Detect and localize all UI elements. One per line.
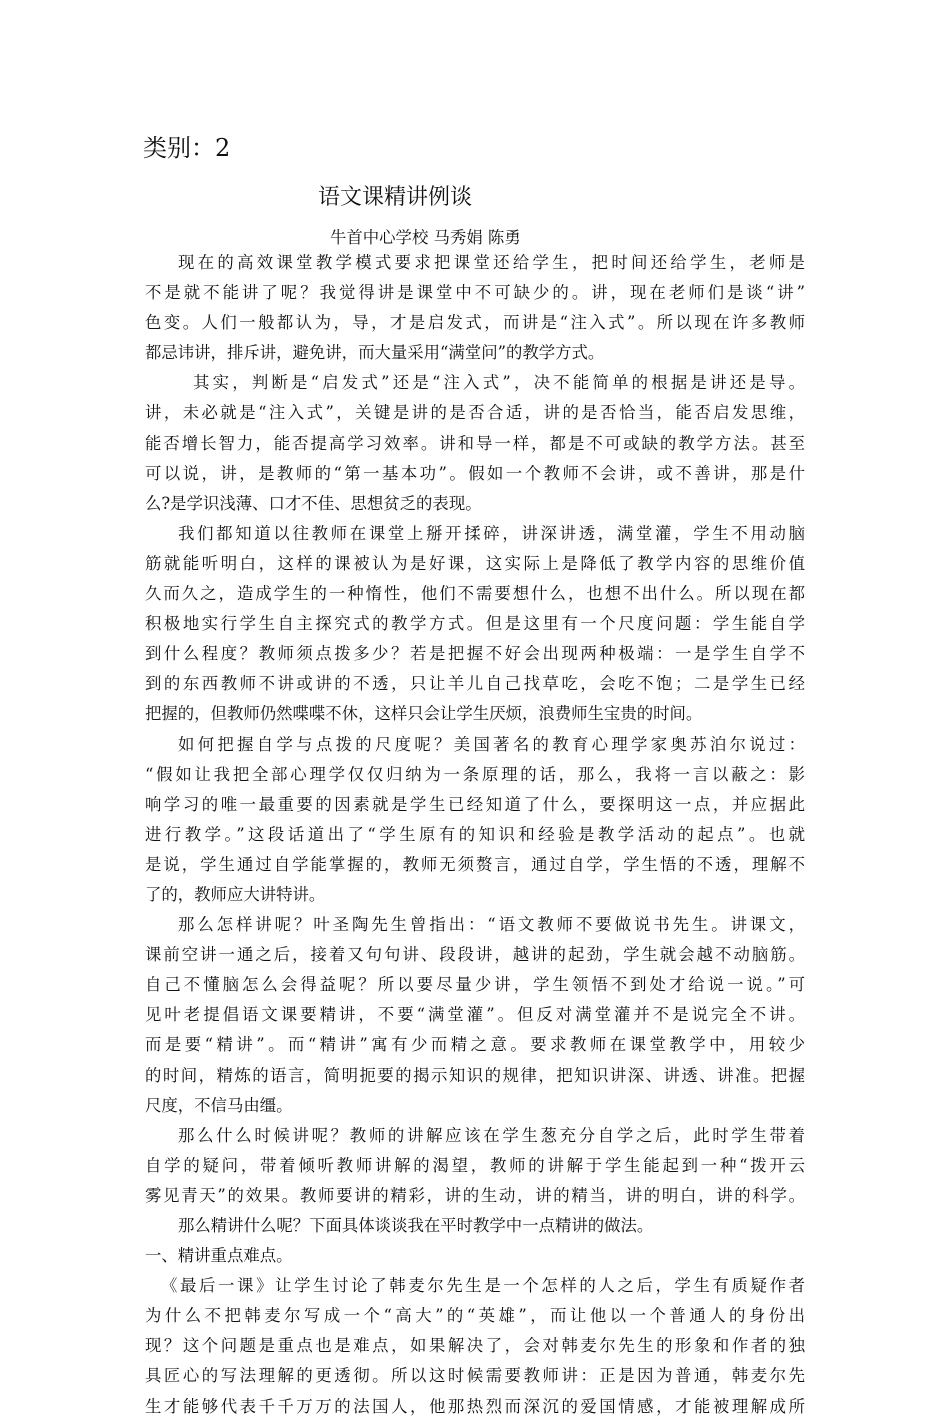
text-line: 不是就不能讲了呢？我觉得讲是课堂中不可缺少的。讲，现在老师们是谈“讲” <box>145 283 805 303</box>
text-line: 如何把握自学与点拨的尺度呢？美国著名的教育心理学家奥苏泊尔说过： <box>178 734 805 754</box>
text-line: 见叶老提倡语文课要精讲，不要“满堂灌”。但反对满堂灌并不是说完全不讲。 <box>145 1005 805 1025</box>
text-line: 现？这个问题是重点也是难点，如果解决了，会对韩麦尔先生的形象和作者的独 <box>145 1336 805 1356</box>
text-line: 自己不懂脑怎么会得益呢？所以要尽量少讲，学生领悟不到处才给说一说。”可 <box>145 975 805 995</box>
document-title: 语文课精讲例谈 <box>318 185 473 210</box>
text-line: 能否增长智力，能否提高学习效率。讲和导一样，都是不可或缺的教学方法。甚至 <box>145 433 805 453</box>
text-line: 把握的，但教师仍然喋喋不休，这样只会让学生厌烦，浪费师生宝贵的时间。 <box>145 704 703 724</box>
text-line: 自学的疑问，带着倾听教师讲解的渴望，教师的讲解于学生能起到一种“拨开云 <box>145 1155 805 1175</box>
section-heading: 一、精讲重点难点。 <box>145 1246 293 1266</box>
text-line: 那么怎样讲呢？叶圣陶先生曾指出：“语文教师不要做说书先生。讲课文， <box>178 915 805 935</box>
text-line: 其实，判断是“启发式”还是“注入式”，决不能简单的根据是讲还是导。 <box>193 373 805 393</box>
text-line: 色变。人们一般都认为，导，才是启发式，而讲是“注入式”。所以现在许多教师 <box>145 313 805 333</box>
text-line: 我们都知道以往教师在课堂上掰开揉碎，讲深讲透，满堂灌，学生不用动脑 <box>178 523 805 543</box>
text-line: 响学习的唯一最重要的因素就是学生已经知道了什么，要探明这一点，并应据此 <box>145 794 805 814</box>
author-line: 牛首中心学校 马秀娟 陈勇 <box>330 228 521 247</box>
text-line: 久而久之，造成学生的一种惰性，他们不需要想什么，也想不出什么。所以现在都 <box>145 584 805 604</box>
text-line: 筋就能听明白，这样的课被认为是好课，这实际上是降低了教学内容的思维价值 <box>145 553 805 573</box>
text-line: 雾见青天”的效果。教师要讲的精彩，讲的生动，讲的精当，讲的明白，讲的科学。 <box>145 1185 805 1205</box>
text-line: 那么什么时候讲呢？教师的讲解应该在学生葱充分自学之后，此时学生带着 <box>178 1125 805 1145</box>
text-line: 可以说，讲，是教师的“第一基本功”。假如一个教师不会讲，或不善讲，那是什 <box>145 463 805 483</box>
text-line: 《最后一课》让学生讨论了韩麦尔先生是一个怎样的人之后，学生有质疑作者 <box>161 1276 805 1296</box>
text-line: 现在的高效课堂教学模式要求把课堂还给学生，把时间还给学生，老师是 <box>178 253 805 272</box>
text-line: 积极地实行学生自主探究式的教学方式。但是这里有一个尺度问题：学生能自学 <box>145 614 805 634</box>
article-body <box>145 248 805 1422</box>
text-line: 而是要“精讲”。而“精讲”寓有少而精之意。要求教师在课堂教学中，用较少 <box>145 1035 805 1055</box>
text-line: 到什么程度？教师须点拨多少？若是把握不好会出现两种极端：一是学生自学不 <box>145 644 805 664</box>
text-line: 具匠心的写法理解的更透彻。所以这时候需要教师讲：正是因为普通，韩麦尔先 <box>145 1366 805 1386</box>
text-line: 的时间，精炼的语言，简明扼要的揭示知识的规律，把知识讲深、讲透、讲准。把握 <box>145 1065 805 1085</box>
text-line: 讲，未必就是“注入式”，关键是讲的是否合适，讲的是否恰当，能否启发思维， <box>145 403 805 423</box>
text-line: 尺度，不信马由缰。 <box>145 1095 293 1115</box>
text-line: 那么精讲什么呢？下面具体谈谈我在平时教学中一点精讲的做法。 <box>178 1216 654 1235</box>
text-line: 为什么不把韩麦尔写成一个“高大”的“英雄”，而让他以一个普通人的身份出 <box>145 1306 805 1326</box>
text-line: 是说，学生通过自学能掌握的，教师无须赘言，通过自学，学生悟的不透，理解不 <box>145 854 805 874</box>
category-label: 类别：2 <box>143 134 231 162</box>
text-line: 了的，教师应大讲特讲。 <box>145 884 326 904</box>
text-line: 进行教学。”这段话道出了“学生原有的知识和经验是教学活动的起点”。也就 <box>145 824 805 844</box>
text-line: “假如让我把全部心理学仅仅归纳为一条原理的话，那么，我将一言以蔽之：影 <box>145 764 805 784</box>
text-line: 都忌讳讲，排斥讲，避免讲，而大量采用“满堂问”的教学方式。 <box>145 343 605 363</box>
text-line: 生才能够代表千千万万的法国人，他那热烈而深沉的爱国情感，才能被理解成所 <box>145 1396 805 1416</box>
text-line: 课前空讲一通之后，接着又句句讲、段段讲，越讲的起劲，学生就会越不动脑筋。 <box>145 945 805 965</box>
text-line: 到的东西教师不讲或讲的不透，只让羊儿自己找草吃，会吃不饱；二是学生已经 <box>145 674 805 694</box>
text-line: 么?是学识浅薄、口才不佳、思想贫乏的表现。 <box>145 493 482 513</box>
